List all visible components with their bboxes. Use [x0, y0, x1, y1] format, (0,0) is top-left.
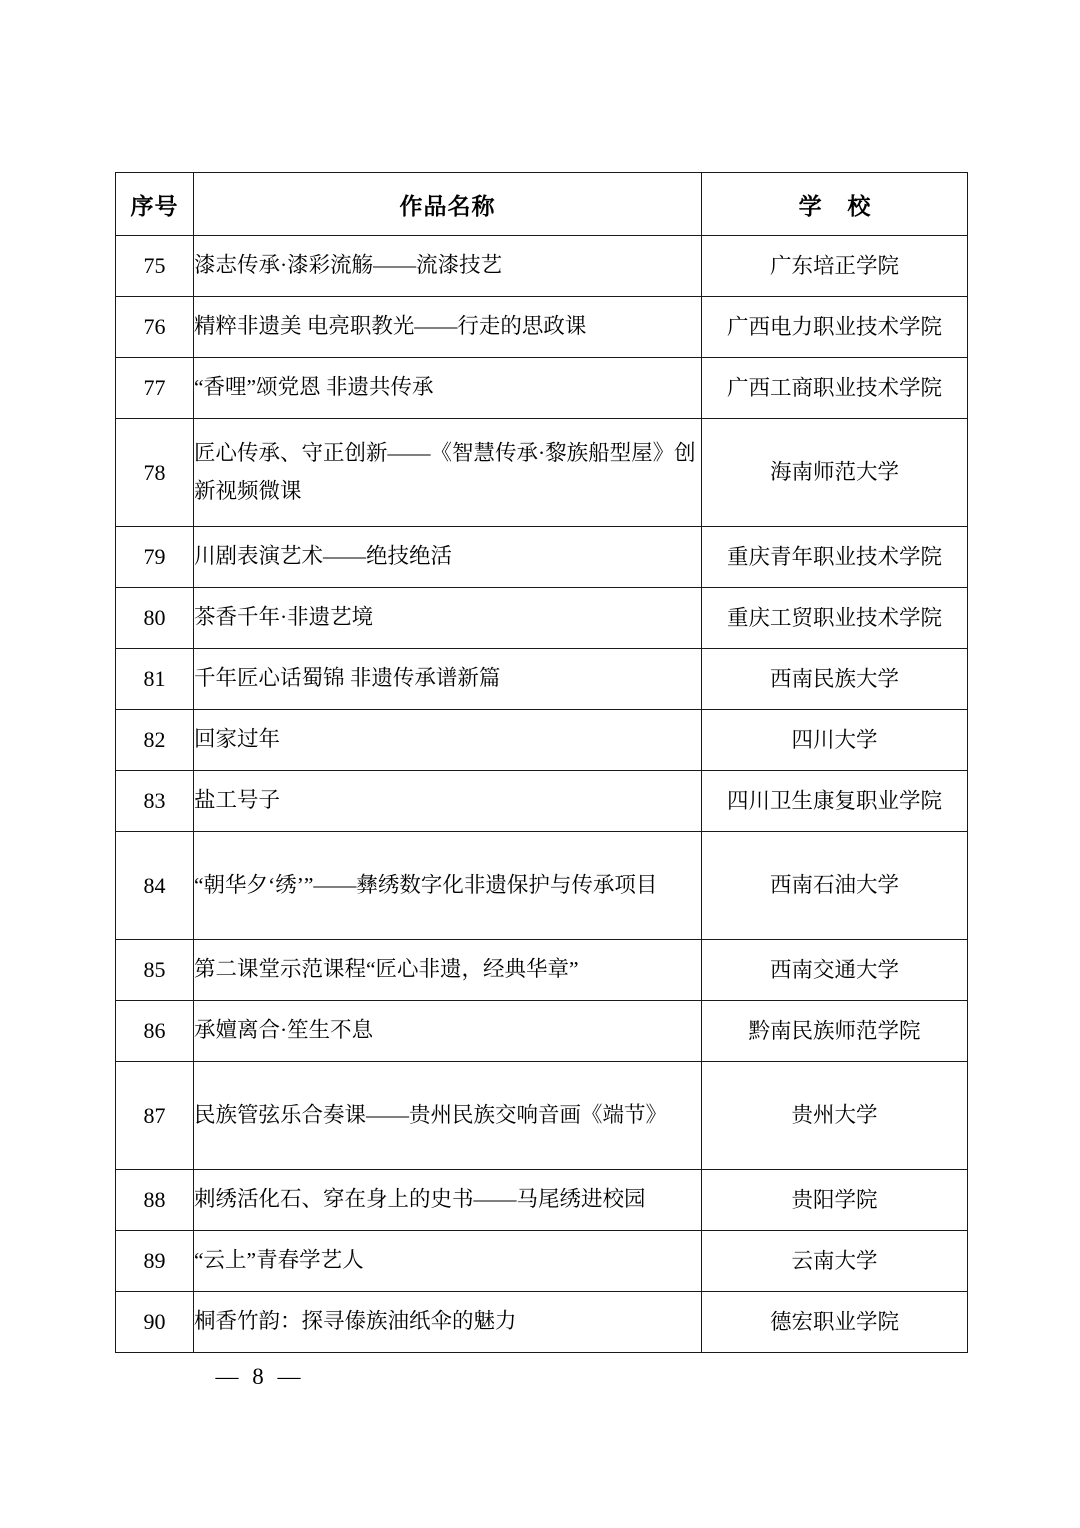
- cell-school-name: 重庆工贸职业技术学院: [702, 588, 968, 649]
- cell-work-title: 回家过年: [194, 710, 702, 771]
- cell-work-title: 盐工号子: [194, 771, 702, 832]
- cell-school-name: 广西电力职业技术学院: [702, 297, 968, 358]
- page-number: — 8 —: [215, 1364, 305, 1389]
- cell-work-title: “香哩”颂党恩 非遗共传承: [194, 358, 702, 419]
- cell-school-name: 四川大学: [702, 710, 968, 771]
- cell-sequence-number: 79: [116, 527, 194, 588]
- cell-school-name: 黔南民族师范学院: [702, 1001, 968, 1062]
- table-row: [116, 297, 968, 358]
- cell-work-title: 刺绣活化石、穿在身上的史书——马尾绣进校园: [194, 1170, 702, 1231]
- cell-school-name: 重庆青年职业技术学院: [702, 527, 968, 588]
- column-header-school: 学 校: [702, 173, 968, 236]
- cell-school-name: 西南民族大学: [702, 649, 968, 710]
- table-row: [116, 1292, 968, 1353]
- table-row: [116, 1170, 968, 1231]
- cell-sequence-number: 80: [116, 588, 194, 649]
- table-row: [116, 236, 968, 297]
- cell-sequence-number: 76: [116, 297, 194, 358]
- cell-work-title: 茶香千年·非遗艺境: [194, 588, 702, 649]
- table-body: [116, 236, 968, 1353]
- table-row: [116, 527, 968, 588]
- table-row: [116, 419, 968, 527]
- cell-work-title: 承嬗离合·笙生不息: [194, 1001, 702, 1062]
- cell-sequence-number: 84: [116, 832, 194, 940]
- cell-work-title: 精粹非遗美 电亮职教光——行走的思政课: [194, 297, 702, 358]
- table-row: [116, 771, 968, 832]
- cell-work-title: 桐香竹韵：探寻傣族油纸伞的魅力: [194, 1292, 702, 1353]
- cell-sequence-number: 81: [116, 649, 194, 710]
- cell-sequence-number: 75: [116, 236, 194, 297]
- column-header-no: 序号: [116, 173, 194, 236]
- award-list-table-container: [115, 172, 967, 1353]
- table-row: [116, 1062, 968, 1170]
- cell-work-title: “朝华夕‘绣’”——彝绣数字化非遗保护与传承项目: [194, 832, 702, 940]
- page-footer: [0, 1364, 1080, 1390]
- table-row: [116, 710, 968, 771]
- column-header-title: 作品名称: [194, 173, 702, 236]
- cell-sequence-number: 85: [116, 940, 194, 1001]
- cell-work-title: 千年匠心话蜀锦 非遗传承谱新篇: [194, 649, 702, 710]
- table-header-row: [116, 173, 968, 236]
- table-row: [116, 588, 968, 649]
- cell-work-title: “云上”青春学艺人: [194, 1231, 702, 1292]
- cell-school-name: 广西工商职业技术学院: [702, 358, 968, 419]
- cell-school-name: 贵阳学院: [702, 1170, 968, 1231]
- cell-sequence-number: 87: [116, 1062, 194, 1170]
- cell-school-name: 四川卫生康复职业学院: [702, 771, 968, 832]
- cell-work-title: 民族管弦乐合奏课——贵州民族交响音画《端节》: [194, 1062, 702, 1170]
- cell-sequence-number: 77: [116, 358, 194, 419]
- cell-school-name: 西南石油大学: [702, 832, 968, 940]
- cell-work-title: 川剧表演艺术——绝技绝活: [194, 527, 702, 588]
- cell-sequence-number: 89: [116, 1231, 194, 1292]
- cell-school-name: 云南大学: [702, 1231, 968, 1292]
- cell-work-title: 第二课堂示范课程“匠心非遗，经典华章”: [194, 940, 702, 1001]
- cell-sequence-number: 83: [116, 771, 194, 832]
- cell-sequence-number: 90: [116, 1292, 194, 1353]
- cell-school-name: 海南师范大学: [702, 419, 968, 527]
- cell-school-name: 广东培正学院: [702, 236, 968, 297]
- cell-school-name: 贵州大学: [702, 1062, 968, 1170]
- award-list-table: [115, 172, 968, 1353]
- cell-sequence-number: 82: [116, 710, 194, 771]
- table-row: [116, 1001, 968, 1062]
- table-row: [116, 940, 968, 1001]
- cell-school-name: 德宏职业学院: [702, 1292, 968, 1353]
- cell-sequence-number: 78: [116, 419, 194, 527]
- cell-school-name: 西南交通大学: [702, 940, 968, 1001]
- table-row: [116, 832, 968, 940]
- table-row: [116, 1231, 968, 1292]
- table-row: [116, 649, 968, 710]
- cell-sequence-number: 86: [116, 1001, 194, 1062]
- cell-work-title: 漆志传承·漆彩流觞——流漆技艺: [194, 236, 702, 297]
- table-row: [116, 358, 968, 419]
- cell-sequence-number: 88: [116, 1170, 194, 1231]
- cell-work-title: 匠心传承、守正创新——《智慧传承·黎族船型屋》创新视频微课: [194, 419, 702, 527]
